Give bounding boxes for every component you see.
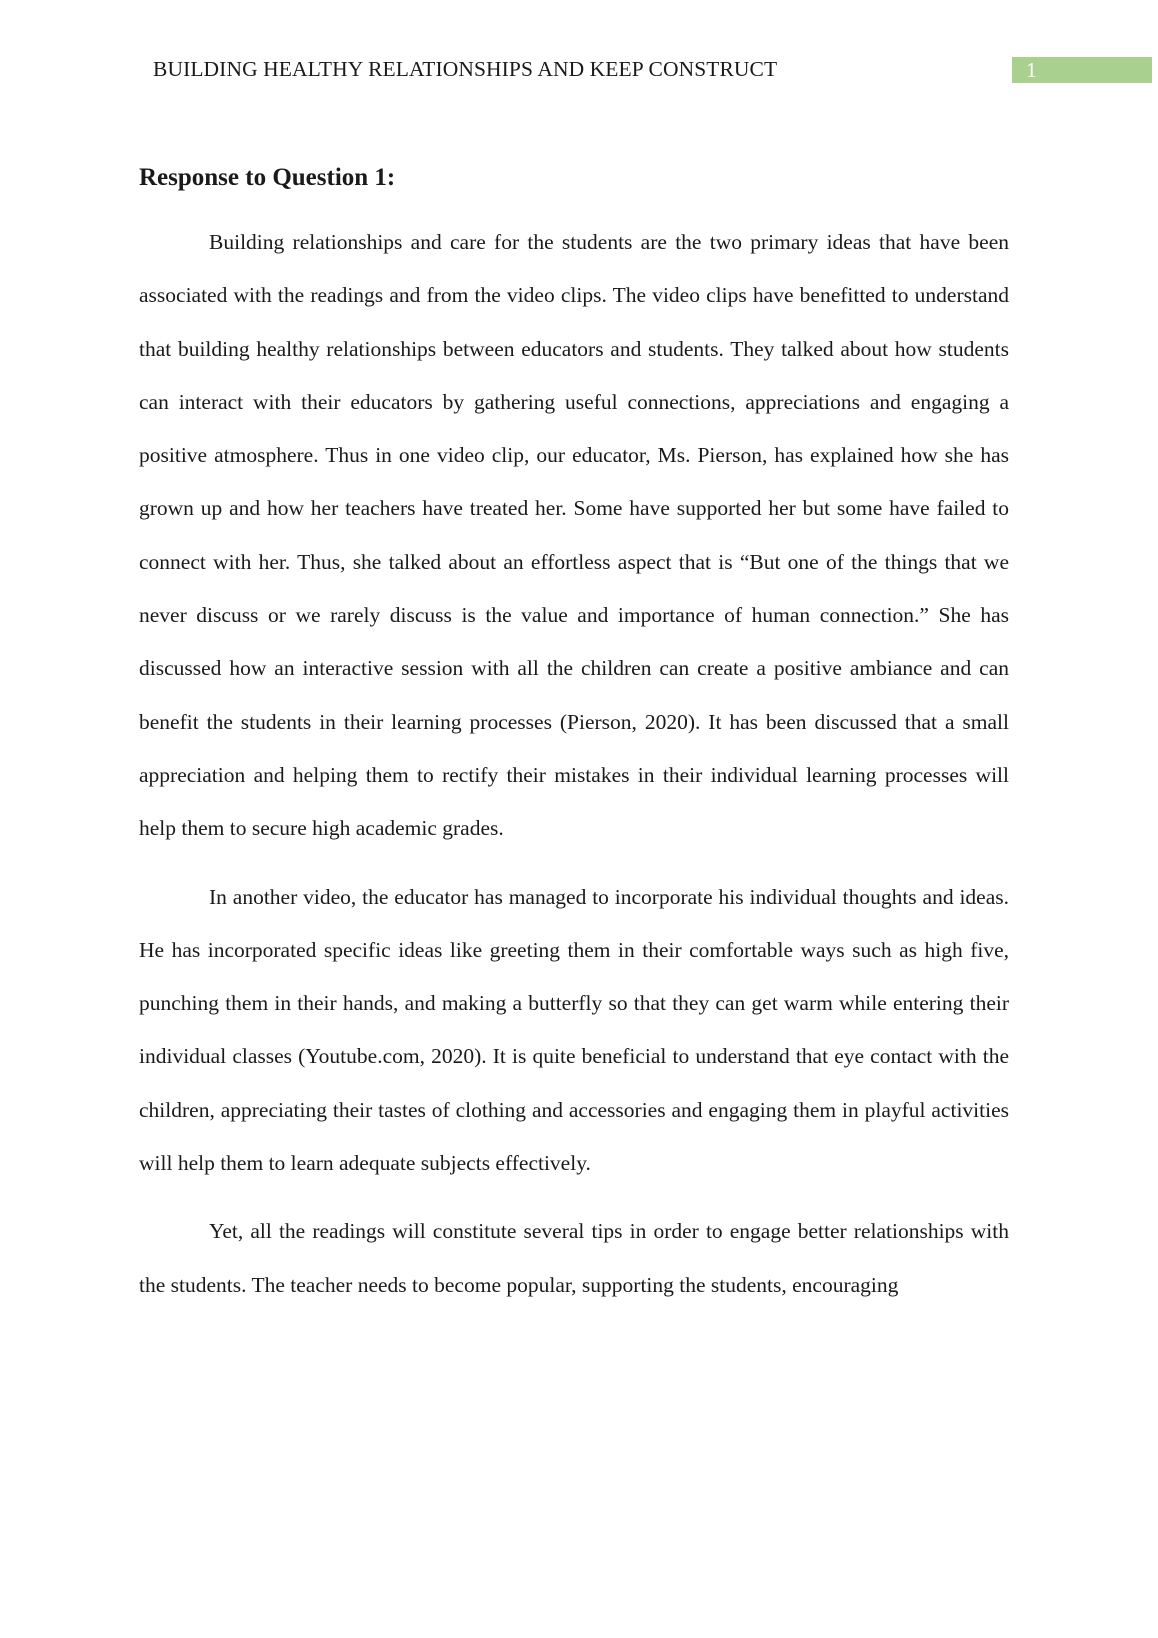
document-body: [139, 158, 1009, 1327]
paragraph-2: In another video, the educator has managed to incorporate his individual thoughts and ideas. He has incorporated specific ideas like greeting them in their comfortable ways such as high five, punching them in their hands, and making a butterfly so that they can get warm while entering their individual classes (Youtube.com, 2020). It is quite beneficial to understand that eye contact with the children, appreciating their tastes of clothing and accessories and engaging them in playful activities will help them to learn adequate subjects effectively.: [139, 884, 1009, 1176]
page-number: 1: [1026, 58, 1037, 82]
paragraph-1: Building relationships and care for the students are the two primary ideas that have been associated with the readings and from the video clips. The video clips have benefitted to understand that building healthy relationships between educators and students. They talked about how students can interact with their educators by gathering useful connections, appreciations and engaging a positive atmosphere. Thus in one video clip, our educator, Ms. Pierson, has explained how she has grown up and how her teachers have treated her. Some have supported her but some have failed to connect with her. Thus, she talked about an effortless aspect that is “But one of the things that we never discuss or we rarely discuss is the value and importance of human connection.” She has discussed how an interactive session with all the children can create a positive ambiance and can benefit the students in their learning processes (Pierson, 2020). It has been discussed that a small appreciation and helping them to rectify their mistakes in their individual learning processes will help them to secure high academic grades.: [139, 230, 1009, 841]
section-heading: Response to Question 1:: [139, 164, 396, 191]
page-number-box: [1012, 57, 1152, 83]
paragraph-3: Yet, all the readings will constitute several tips in order to engage better relationships with the students. The teacher needs to become popular, supporting the students, encouraging: [139, 1219, 1009, 1297]
running-head: BUILDING HEALTHY RELATIONSHIPS AND KEEP CONSTRUCT: [153, 57, 778, 81]
